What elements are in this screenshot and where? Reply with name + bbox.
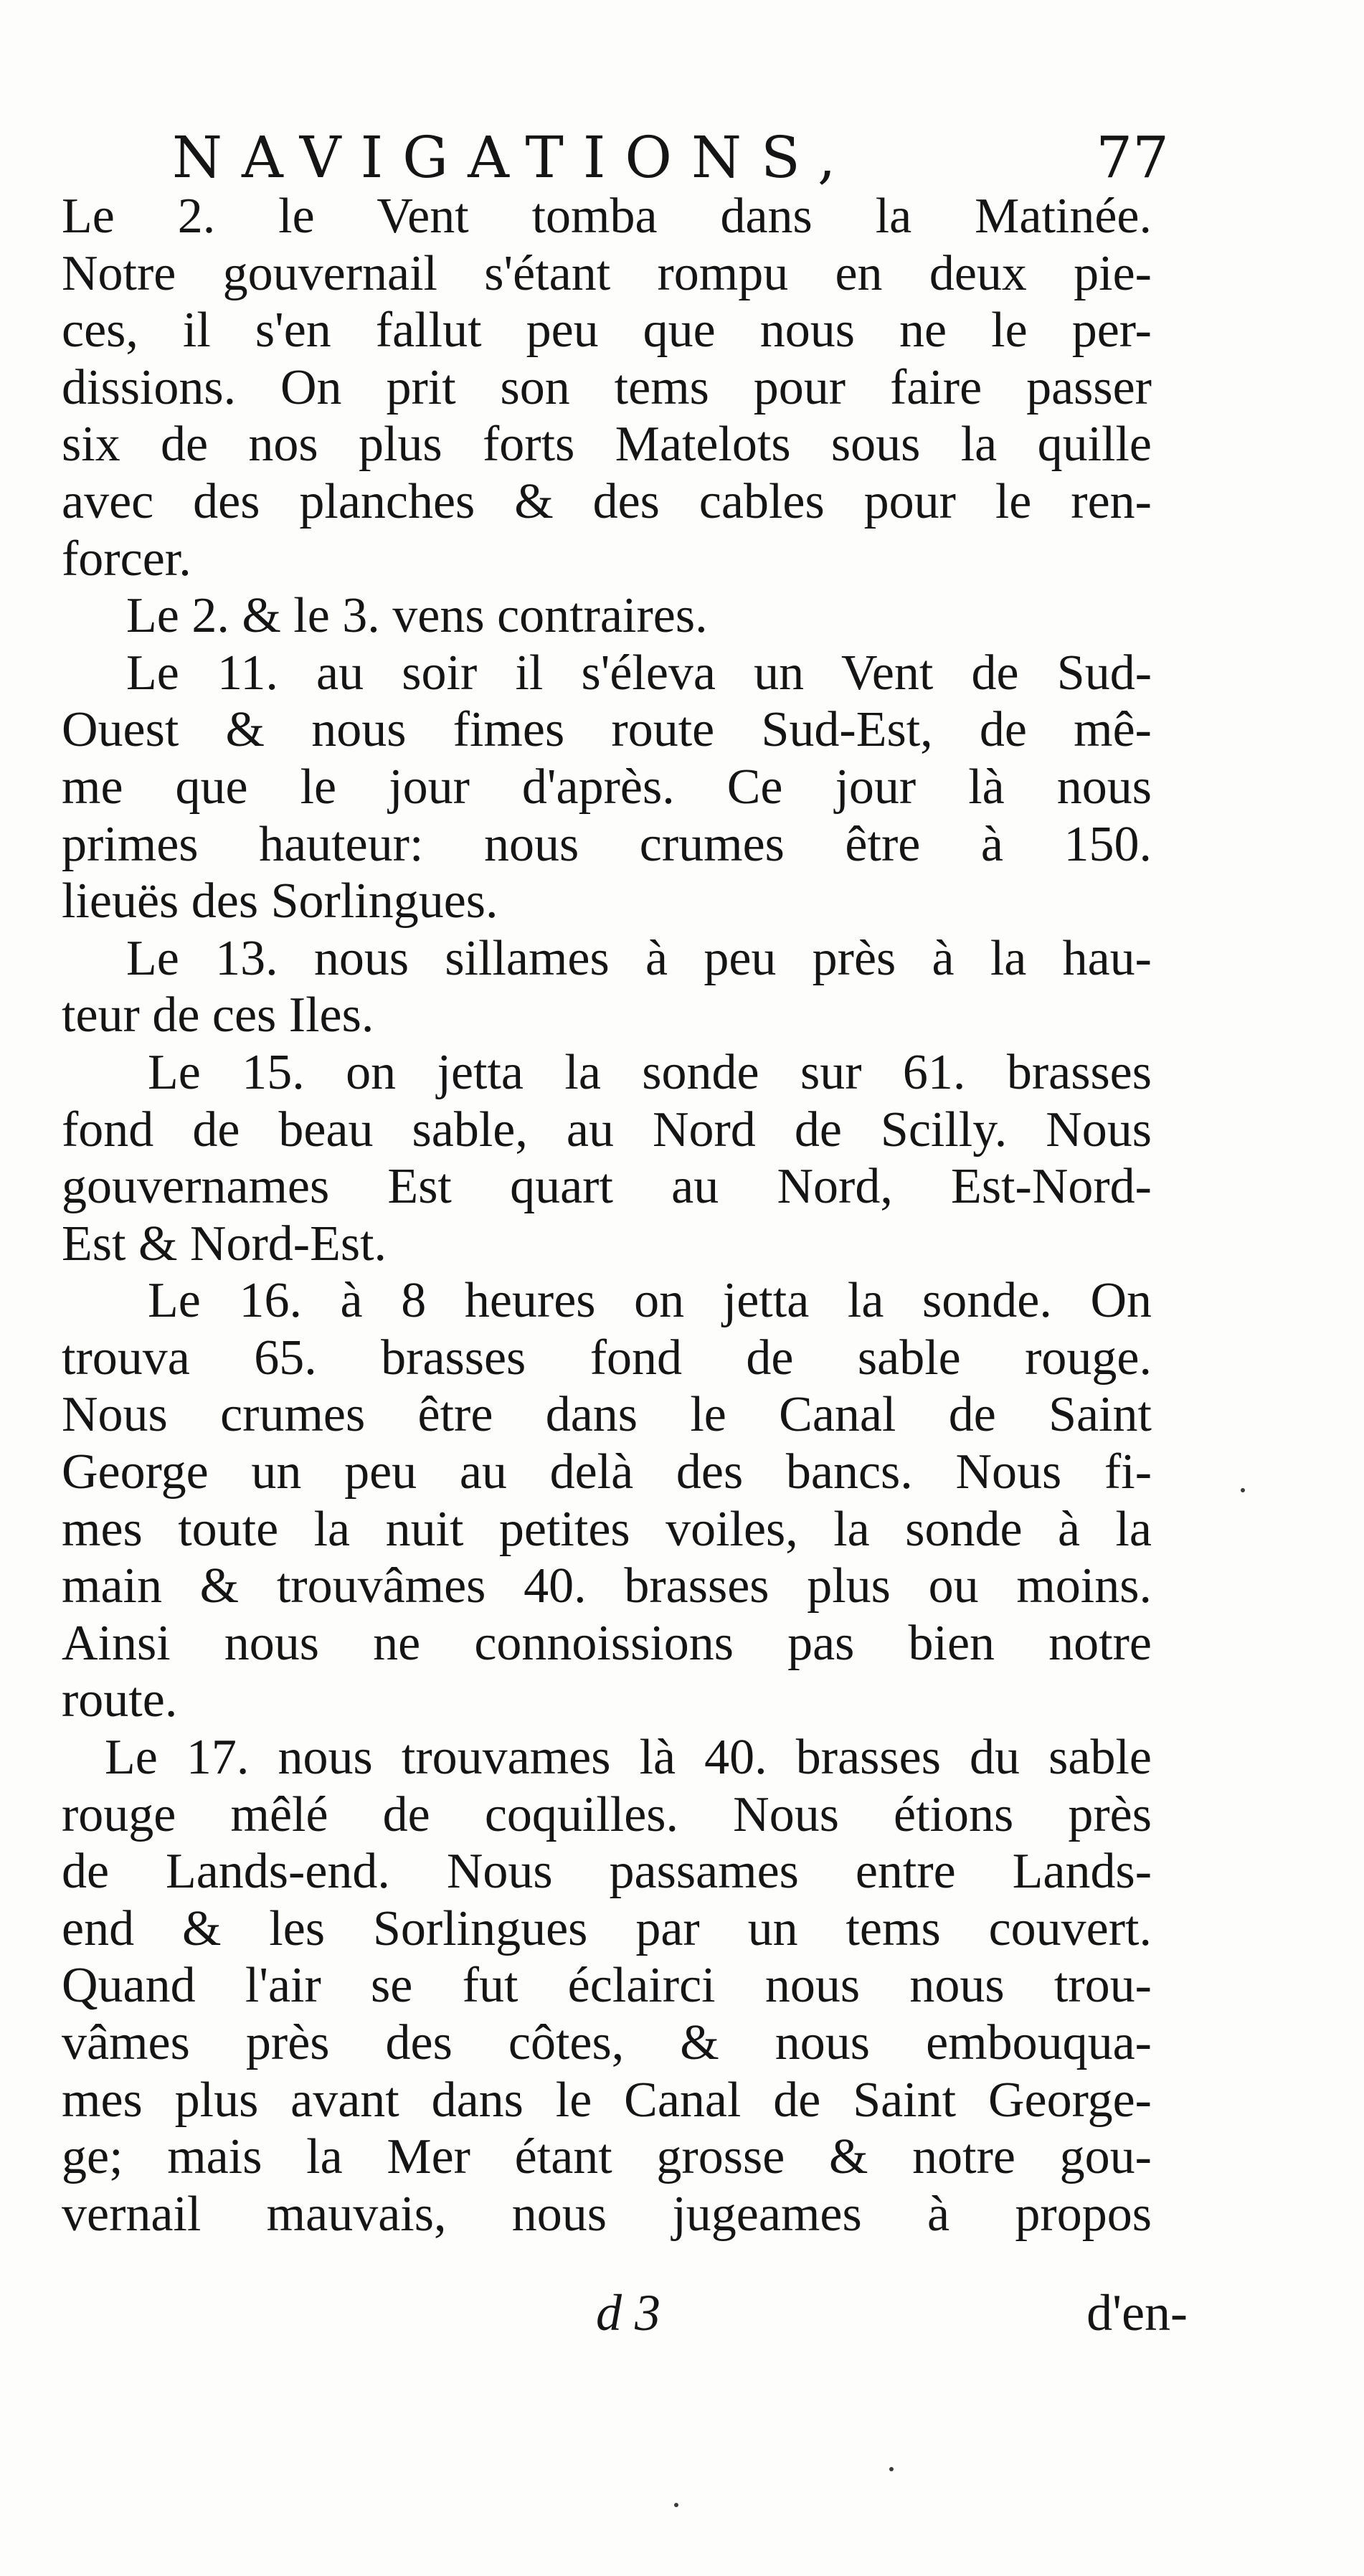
text-line: trouva 65. brasses fond de sable rouge. bbox=[62, 1330, 1152, 1386]
text-line: ge; mais la Mer étant grosse & notre gou- bbox=[62, 2129, 1152, 2185]
text-line: primes hauteur: nous crumes être à 150. bbox=[62, 816, 1152, 872]
text-line: teur de ces Iles. bbox=[62, 988, 374, 1043]
text-line: mes plus avant dans le Canal de Saint George- bbox=[62, 2072, 1152, 2128]
text-line: main & trouvâmes 40. brasses plus ou moins. bbox=[62, 1558, 1152, 1614]
text-line: Est & Nord-Est. bbox=[62, 1216, 387, 1272]
text-line: de Lands-end. Nous passames entre Lands- bbox=[62, 1844, 1152, 1900]
text-line: fond de beau sable, au Nord de Scilly. Nous bbox=[62, 1102, 1152, 1157]
text-line: gouvernames Est quart au Nord, Est-Nord- bbox=[62, 1159, 1152, 1215]
text-line: Le 11. au soir il s'éleva un Vent de Sud- bbox=[126, 645, 1152, 701]
text-line: Nous crumes être dans le Canal de Saint bbox=[62, 1387, 1152, 1443]
text-line: dissions. On prit son tems pour faire passer bbox=[62, 359, 1152, 415]
page-number: 77 bbox=[1096, 124, 1169, 191]
text-line: Ainsi nous ne connoissions pas bien notre bbox=[62, 1615, 1152, 1671]
text-line: me que le jour d'après. Ce jour là nous bbox=[62, 759, 1152, 815]
text-line: lieuës des Sorlingues. bbox=[62, 873, 498, 929]
text-line: ces, il s'en fallut peu que nous ne le per- bbox=[62, 303, 1152, 359]
text-line: vâmes près des côtes, & nous embouqua- bbox=[62, 2015, 1152, 2070]
text-line: Ouest & nous fimes route Sud-Est, de mê- bbox=[62, 702, 1152, 758]
catchword: d'en- bbox=[1086, 2284, 1188, 2341]
signature-mark: d 3 bbox=[596, 2284, 660, 2341]
text-line: Le 15. on jetta la sonde sur 61. brasses bbox=[148, 1044, 1152, 1100]
text-line: Le 17. nous trouvames là 40. brasses du sable bbox=[105, 1730, 1152, 1786]
text-line: Le 13. nous sillames à peu près à la hau- bbox=[126, 930, 1152, 986]
page-header bbox=[172, 118, 1169, 197]
text-line: Le 2. le Vent tomba dans la Matinée. bbox=[62, 189, 1152, 244]
text-line: Le 2. & le 3. vens contraires. bbox=[126, 588, 708, 644]
text-line: George un peu au delà des bancs. Nous fi- bbox=[62, 1444, 1152, 1500]
paper-speck bbox=[674, 2503, 678, 2507]
body-text bbox=[62, 188, 1152, 2243]
text-line: forcer. bbox=[62, 531, 191, 587]
text-line: mes toute la nuit petites voiles, la sonde à la bbox=[62, 1501, 1152, 1557]
page-footer bbox=[62, 2273, 1188, 2352]
text-line: end & les Sorlingues par un tems couvert. bbox=[62, 1900, 1152, 1956]
text-line: vernail mauvais, nous jugeames à propos bbox=[62, 2186, 1152, 2242]
text-line: Quand l'air se fut éclairci nous nous trou- bbox=[62, 1958, 1152, 2014]
running-title: NAVIGATIONS, bbox=[172, 124, 856, 191]
text-line: six de nos plus forts Matelots sous la quille bbox=[62, 417, 1152, 473]
text-line: avec des planches & des cables pour le ren- bbox=[62, 473, 1152, 529]
text-line: Notre gouvernail s'étant rompu en deux pie- bbox=[62, 245, 1152, 301]
text-line: rouge mêlé de coquilles. Nous étions près bbox=[62, 1786, 1152, 1842]
paper-speck bbox=[889, 2467, 894, 2471]
paper-speck bbox=[1241, 1488, 1245, 1492]
text-line: route. bbox=[62, 1672, 178, 1728]
text-line: Le 16. à 8 heures on jetta la sonde. On bbox=[148, 1273, 1152, 1329]
